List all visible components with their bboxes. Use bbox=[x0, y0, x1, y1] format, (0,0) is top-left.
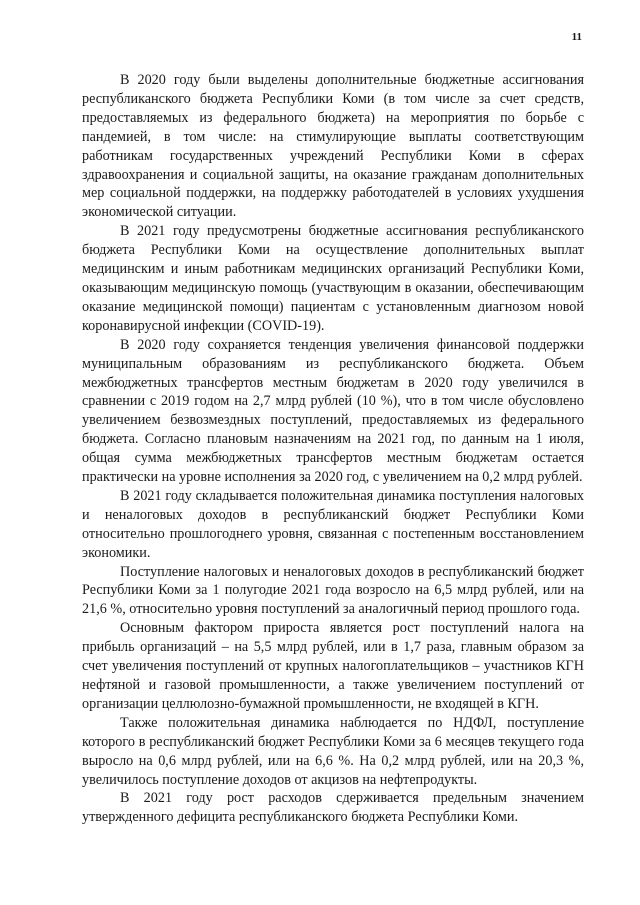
paragraph-profit-tax: Основным фактором прироста является рост поступлений налога на прибыль организаций – на 5,5 млрд рублей, или в 1,7 раза, главным образом за счет увеличения поступлений от крупных налогоплательщиков – участников КГН нефтяной и газовой промышленности, а также увеличением поступлений от организации целлюлозно-бумажной промышленности, не входящей в КГН. bbox=[82, 620, 584, 712]
page-number: 11 bbox=[571, 31, 582, 43]
paragraph-pandemic-allocations-2020: В 2020 году были выделены дополнительные бюджетные ассигнования республиканского бюджета Республики Коми (в том числе за счет средств, предоставляемых из федерального бюджета) на мероприятия по борьбе с пандемией, в том числе: на стимулирующие выплаты соответствующим работникам государственных учреждений Республики Коми в сферах здравоохранения и социальной защиты, на оказание гражданам дополнительных мер социальной поддержки, на поддержку работодателей в условиях ухудшения экономической ситуации. bbox=[82, 72, 584, 221]
paragraph-revenue-dynamics: В 2021 году складывается положительная динамика поступления налоговых и неналоговых доходов в республиканский бюджет Республики Коми относительно прошлогоднего уровня, связанная с постепенным восстановлением экономики. bbox=[82, 487, 584, 561]
paragraph-expenditure-limit: В 2021 году рост расходов сдерживается предельным значением утвержденного дефицита республиканского бюджета Республики Коми. bbox=[82, 790, 584, 826]
paragraph-municipal-support: В 2020 году сохраняется тенденция увеличения финансовой поддержки муниципальным образованиям из республиканского бюджета. Объем межбюджетных трансфертов местным бюджетам в 2020 году увеличился в сравнении с 2019 годом на 2,7 млрд рублей (10 %), что в том числе обусловлено увеличением безвозмездных поступлений, предоставляемых из федерального бюджета. Согласно плановым назначениям на 2021 год, по данным на 1 июля, общая сумма межбюджетных трансфертов местным бюджетам остается практически на уровне исполнения за 2020 год, с увеличением на 0,2 млрд рублей. bbox=[82, 336, 584, 486]
paragraph-revenue-half-year: Поступление налоговых и неналоговых доходов в республиканский бюджет Республики Коми за 1 полугодие 2021 года возросло на 6,5 млрд рублей, или на 21,6 %, относительно уровня поступлений за аналогичный период прошлого года. bbox=[82, 563, 584, 618]
paragraph-covid-payments-2021: В 2021 году предусмотрены бюджетные ассигнования республиканского бюджета Республики Коми на осуществление дополнительных выплат медицинским и иным работникам медицинских организаций Республики Коми, оказывающим медицинскую помощь (участвующим в оказании, обеспечивающим оказание медицинской помощи) пациентам с установленным диагнозом новой коронавирусной инфекции (COVID-19). bbox=[82, 223, 584, 334]
document-body bbox=[82, 71, 584, 827]
paragraph-personal-income-tax: Также положительная динамика наблюдается по НДФЛ, поступление которого в республиканский бюджет Республики Коми за 6 месяцев текущего года выросло на 0,6 млрд рублей, или на 6,6 %. На 0,2 млрд рублей, или на 20,3 %, увеличилось поступление доходов от акцизов на нефтепродукты. bbox=[82, 714, 584, 788]
